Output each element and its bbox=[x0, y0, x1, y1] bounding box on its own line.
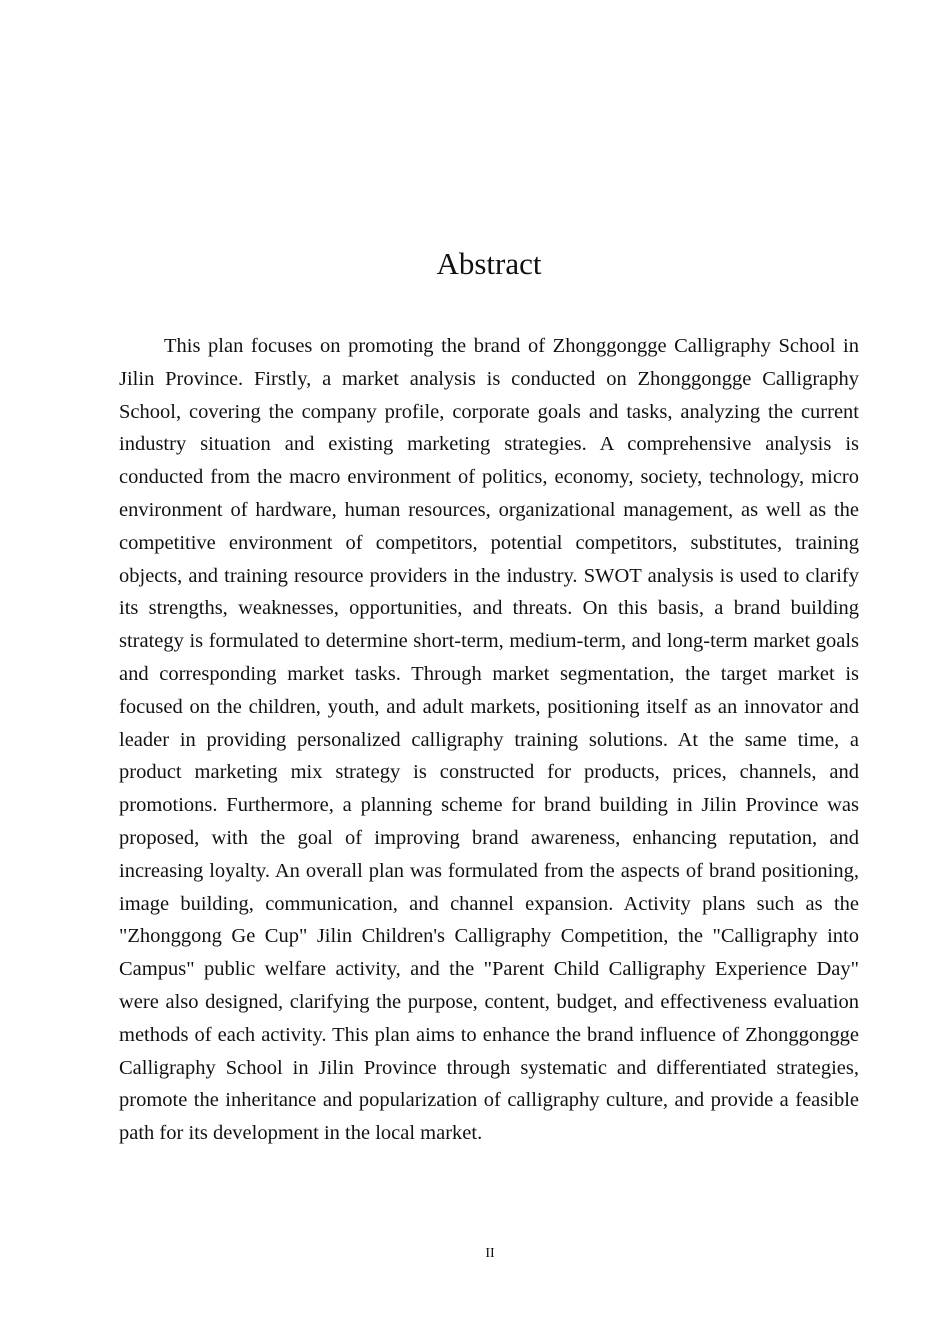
page-number: II bbox=[485, 1246, 495, 1261]
page-title: Abstract bbox=[436, 246, 542, 281]
abstract-paragraph: This plan focuses on promoting the brand of Zhonggongge Calligraphy School in Jilin Province. Firstly, a market analysis is conducted on Zhonggongge Calligraphy School, covering the company profile, corporate goals and tasks, analyzing the current industry situation and existing marketing strategies. A comprehensive analysis is conducted from the macro environment of politics, economy, society, technology, micro environment of hardware, human resources, organizational management, as well as the competitive environment of competitors, potential competitors, substitutes, training objects, and training resource providers in the industry. SWOT analysis is used to clarify its strengths, weaknesses, opportunities, and threats. On this basis, a brand building strategy is formulated to determine short-term, medium-term, and long-term market goals and corresponding market tasks. Through market segmentation, the target market is focused on the children, youth, and adult markets, positioning itself as an innovator and leader in providing personalized calligraphy training solutions. At the same time, a product marketing mix strategy is constructed for products, prices, channels, and promotions. Furthermore, a planning scheme for brand building in Jilin Province was proposed, with the goal of improving brand awareness, enhancing reputation, and increasing loyalty. An overall plan was formulated from the aspects of brand positioning, image building, communication, and channel expansion. Activity plans such as the "Zhonggong Ge Cup" Jilin Children's Calligraphy Competition, the "Calligraphy into Campus" public welfare activity, and the "Parent Child Calligraphy Experience Day" were also designed, clarifying the purpose, content, budget, and effectiveness evaluation methods of each activity. This plan aims to enhance the brand influence of Zhonggongge Calligraphy School in Jilin Province through systematic and differentiated strategies, promote the inheritance and popularization of calligraphy culture, and provide a feasible path for its development in the local market. bbox=[119, 335, 859, 1145]
